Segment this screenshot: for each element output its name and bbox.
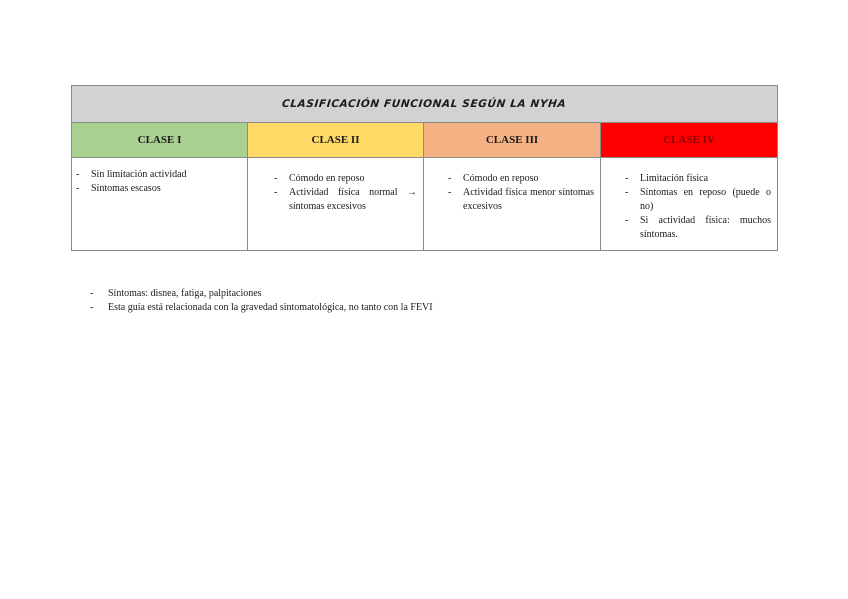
list-item: - Actividad física normal → síntomas excesivos	[270, 186, 417, 214]
list-item: - Limitación física	[621, 172, 771, 186]
notes-list	[88, 287, 433, 315]
list-item: - Sin limitación actividad	[72, 168, 217, 182]
list-item: - Actividad física menor síntomas excesivos	[444, 186, 594, 214]
clase-2-list	[248, 172, 423, 214]
clase-3-header: CLASE III	[424, 123, 601, 158]
clase-1-list	[72, 168, 247, 196]
clase-3-description	[424, 158, 601, 251]
clase-2-header: CLASE II	[248, 123, 424, 158]
clase-1-header: CLASE I	[72, 123, 248, 158]
list-item: - Cómodo en reposo	[270, 172, 417, 186]
clase-2-description	[248, 158, 424, 251]
list-item: - Síntomas escasos	[72, 182, 217, 196]
note-item: - Síntomas: disnea, fatiga, palpitaciones	[88, 287, 433, 301]
clase-3-list	[424, 172, 600, 214]
note-item: - Esta guía está relacionada con la gravedad sintomatológica, no tanto con la FEVI	[88, 301, 433, 315]
list-item: - Cómodo en reposo	[444, 172, 594, 186]
clase-4-header: CLASE IV	[601, 123, 778, 158]
clase-4-list	[601, 172, 777, 242]
list-item: - Síntomas en reposo (puede o no)	[621, 186, 771, 214]
table-title	[72, 86, 778, 123]
nyha-classification-table	[71, 85, 778, 251]
list-item: - Si actividad física: muchos síntomas.	[621, 214, 771, 242]
table-title-text: CLASIFICACIÓN FUNCIONAL SEGÚN LA NYHA	[281, 98, 568, 110]
clase-1-description	[72, 158, 248, 251]
clase-4-description	[601, 158, 778, 251]
